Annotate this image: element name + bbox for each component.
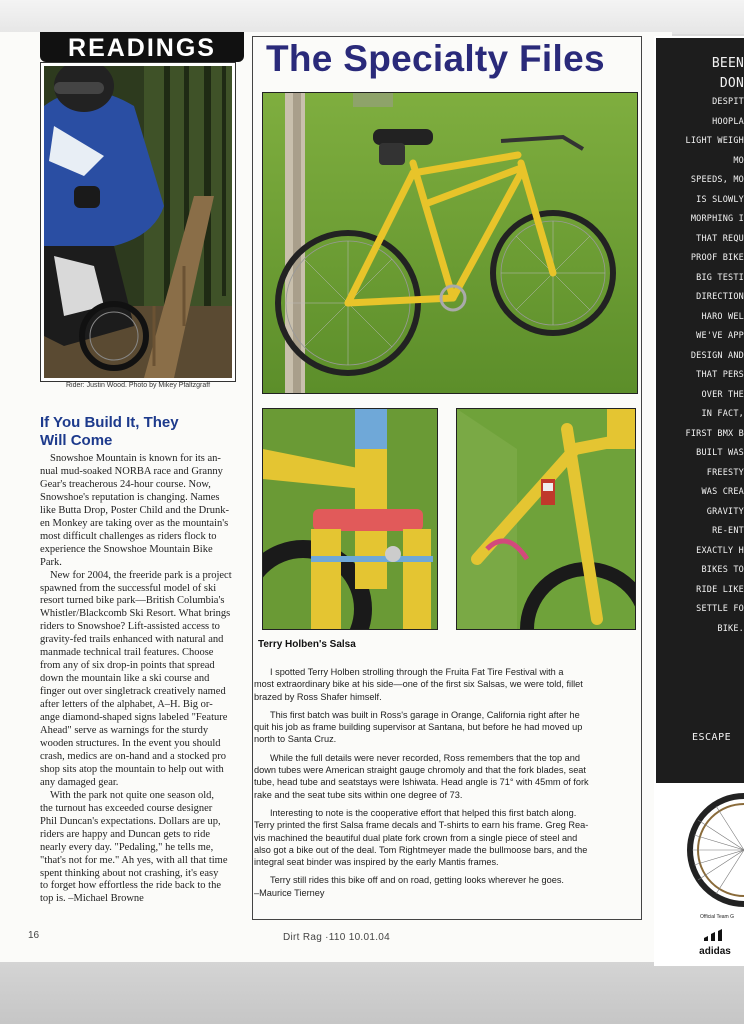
- left-headline-line: If You Build It, They: [40, 414, 179, 431]
- left-article-line: from any of six drop-in points that spread: [40, 660, 215, 672]
- section-tab-label: READINGS: [68, 34, 216, 62]
- scan-top-edge: [0, 0, 744, 34]
- left-article-line: finger out over singletrack creatively named: [40, 686, 226, 698]
- article-title: The Specialty Files: [266, 38, 605, 79]
- adidas-wordmark: adidas: [699, 946, 731, 957]
- right-article-line: most extraordinary bike at his side—one of the first six Salsas, we were told, fillet: [254, 679, 583, 690]
- handwritten-line: DON: [719, 75, 744, 91]
- left-headline: [40, 414, 240, 450]
- left-article-line: shop sits atop the mountain to help out with: [40, 763, 224, 775]
- handwritten-line: BEEN: [711, 56, 744, 71]
- left-article-line: Ahead" serve as warnings for the sturdy: [40, 725, 209, 737]
- fork-detail-image: [263, 409, 437, 629]
- adidas-stripes-icon: [702, 929, 728, 941]
- right-article-line: While the full details were never recorded, Ross remembers that the top and: [270, 752, 580, 763]
- left-article-line: riders to Snowshoe? Lift-assisted access to: [40, 621, 220, 633]
- left-article-line: en Monkey are taking over as the mountain's: [40, 517, 229, 529]
- handwritten-line: BIG TESTI: [696, 272, 744, 283]
- left-article-line: Snowshoe Mountain is known for its an-: [50, 453, 221, 464]
- right-article-paragraph: [254, 874, 628, 899]
- right-article-paragraph: [254, 752, 628, 801]
- article-subhead: Terry Holben's Salsa: [258, 639, 356, 650]
- handwritten-line: WAS CREA: [701, 487, 744, 497]
- handwritten-line: RIDE LIKE: [696, 584, 744, 595]
- left-headline-line: Will Come: [40, 432, 113, 449]
- left-article-line: top is. –Michael Browne: [40, 893, 144, 905]
- left-article-line: resort turned bike park—British Columbia's: [40, 595, 225, 607]
- handwritten-line: DESPIT: [712, 97, 744, 107]
- handwritten-line: MO: [733, 155, 744, 166]
- left-article-line: Snowshoe's reputation is changing. Names: [40, 491, 220, 503]
- page-number: 16: [28, 930, 40, 941]
- left-article-line: Park.: [40, 556, 62, 568]
- scan-bottom-edge: [0, 962, 744, 1024]
- right-article-paragraph: [254, 666, 628, 703]
- handwritten-line: SETTLE FO: [696, 604, 744, 614]
- handwritten-line: BIKES TO: [701, 565, 744, 575]
- handwritten-line: BUILT WAS: [696, 448, 744, 458]
- left-article-line: the turnout has exceeded course designer: [40, 802, 213, 814]
- right-article-line: –Maurice Tierney: [254, 887, 325, 898]
- handwritten-line: OVER THE: [701, 389, 744, 400]
- bike-main-photo: [262, 92, 638, 394]
- left-article-line: after letters of the alphabet, A–H. Big or-: [40, 699, 213, 711]
- bike-detail-photo-fork: [262, 408, 438, 630]
- left-article-line: riders are happy and Duncan gets to ride: [40, 828, 210, 840]
- handwritten-line: LIGHT WEIGH: [685, 136, 744, 146]
- handwritten-line: GRAVITY: [706, 506, 744, 517]
- handwritten-line: WE'VE APP: [696, 331, 744, 341]
- left-article-line: any damaged gear.: [40, 776, 119, 788]
- left-article-line: crash, medics are on-hand and a stocked pro: [40, 750, 227, 762]
- right-article-paragraph: [254, 807, 628, 868]
- photo-caption: Rider: Justin Wood. Photo by Mikey Pfaltzgraff: [65, 382, 211, 389]
- right-article-line: tube, head tube and seatstays were Ishiwata. Head angle is 71° with 45mm of fork: [254, 777, 589, 788]
- handwritten-ad-copy: [678, 54, 744, 639]
- handwritten-line: RE-ENT: [712, 526, 744, 536]
- handwritten-line: EXACTLY H: [696, 545, 744, 556]
- left-article-line: New for 2004, the freeride park is a project: [50, 569, 232, 581]
- right-article-line: This first batch was built in Ross's garage in Orange, California right after he: [270, 709, 580, 720]
- left-article-line: spawned from the successful model of ski: [40, 582, 217, 594]
- handwritten-line: THAT REQU: [696, 233, 744, 244]
- handwritten-line: HOOPLA: [712, 116, 744, 127]
- rider-photo-image: [44, 66, 232, 378]
- right-article-line: brazed by Ross Shafer himself.: [254, 691, 382, 702]
- left-article-line: most difficult challenges as riders flock to: [40, 530, 217, 542]
- right-article-line: north to Santa Cruz.: [254, 734, 337, 745]
- stays-detail-image: [457, 409, 635, 629]
- right-article-line: Interesting to note is the cooperative effort that helped this first batch along.: [270, 807, 577, 818]
- handwritten-line: MORPHING I: [690, 214, 744, 224]
- left-article-body: [40, 453, 238, 906]
- left-article-line: to forget how effortless the ride back to the: [40, 880, 221, 892]
- left-article-line: nearly every day. "Pedaling," he tells me,: [40, 841, 214, 853]
- adidas-logo: [690, 928, 740, 957]
- right-article-body: [254, 666, 628, 905]
- right-article-line: rake and the seat tube sits within one degree of 73.: [254, 789, 463, 800]
- handwritten-line: IS SLOWLY: [696, 194, 744, 205]
- right-article-line: I spotted Terry Holben strolling through the Fruita Fat Tire Festival with a: [270, 667, 564, 677]
- left-article-line: nual mud-soaked NORBA race and Granny: [40, 465, 223, 477]
- left-article-line: "that's not for me." Ah yes, with all that time: [40, 854, 228, 866]
- handwritten-line: DESIGN AND: [690, 350, 744, 361]
- right-article-line: also got a bike out of the deal. Tom Rightmeyer made the bullmoose bars, and the: [254, 844, 588, 855]
- left-article-line: experience the Snowshoe Mountain Bike: [40, 543, 213, 555]
- handwritten-line: DIRECTION: [696, 292, 744, 302]
- right-article-line: integral seat binder was inspired by the early Mantis frames.: [254, 857, 499, 868]
- right-article-line: down tubes were American straight gauge chromoly and that the fork blades, seat: [254, 765, 586, 776]
- bike-detail-photo-stays: [456, 408, 636, 630]
- section-tab: [40, 32, 244, 62]
- handwritten-line: SPEEDS, MO: [690, 175, 744, 185]
- handwritten-line: IN FACT,: [701, 409, 744, 419]
- right-article-line: Terry still rides this bike off and on road, getting looks wherever he goes.: [270, 875, 564, 886]
- handwritten-line: BIKE.: [717, 623, 744, 634]
- left-article-line: wooden structures. In the event you should: [40, 737, 221, 749]
- rider-photo: [40, 62, 236, 389]
- right-article-line: Terry printed the first Salsa frame decals and T-shirts to earn his frame. Greg Rea-: [254, 820, 589, 831]
- handwritten-line: FIRST BMX B: [685, 428, 744, 439]
- publication-footer: Dirt Rag ·110 10.01.04: [283, 932, 391, 943]
- handwritten-line: HARO WEL: [701, 311, 744, 322]
- bike-wheel-illustration: [678, 790, 744, 910]
- right-article-paragraph: [254, 709, 628, 746]
- left-article-line: ange diamond-shaped signs labeled "Feature: [40, 712, 228, 724]
- escape-text: ESCAPE: [692, 732, 732, 743]
- right-article-line: vis machined the beautiful dual plate fork crown from a single piece of steel and: [254, 832, 578, 843]
- left-article-line: like Butta Drop, Poster Child and the Drunk-: [40, 504, 229, 516]
- left-article-line: Gear's treacherous 24-hour course. Now,: [40, 478, 211, 490]
- left-article-line: manmade technical trail features. Choose: [40, 647, 214, 659]
- right-article-line: quit his job as frame building supervisor at Santana, but before he had moved up: [254, 722, 583, 733]
- left-article-line: With the park not quite one season old,: [50, 789, 215, 801]
- handwritten-line: FREESTY: [706, 467, 744, 478]
- left-article-line: Whistler/Blackcomb Ski Resort. What brings: [40, 608, 231, 620]
- left-article-line: Phil Duncan's expectations. Dollars are up,: [40, 815, 221, 827]
- handwritten-line: PROOF BIKE: [690, 253, 744, 263]
- left-article-line: spent thinking about not crashing, it's easy: [40, 867, 219, 879]
- left-article-line: gravity-fed trails enhanced with natural and: [40, 634, 224, 646]
- left-article-line: down the mountain like a ski course and: [40, 673, 210, 685]
- bike-main-photo-image: [263, 93, 637, 393]
- facing-small-caption: Official Team G: [700, 914, 734, 920]
- handwritten-line: THAT PERS: [696, 370, 744, 380]
